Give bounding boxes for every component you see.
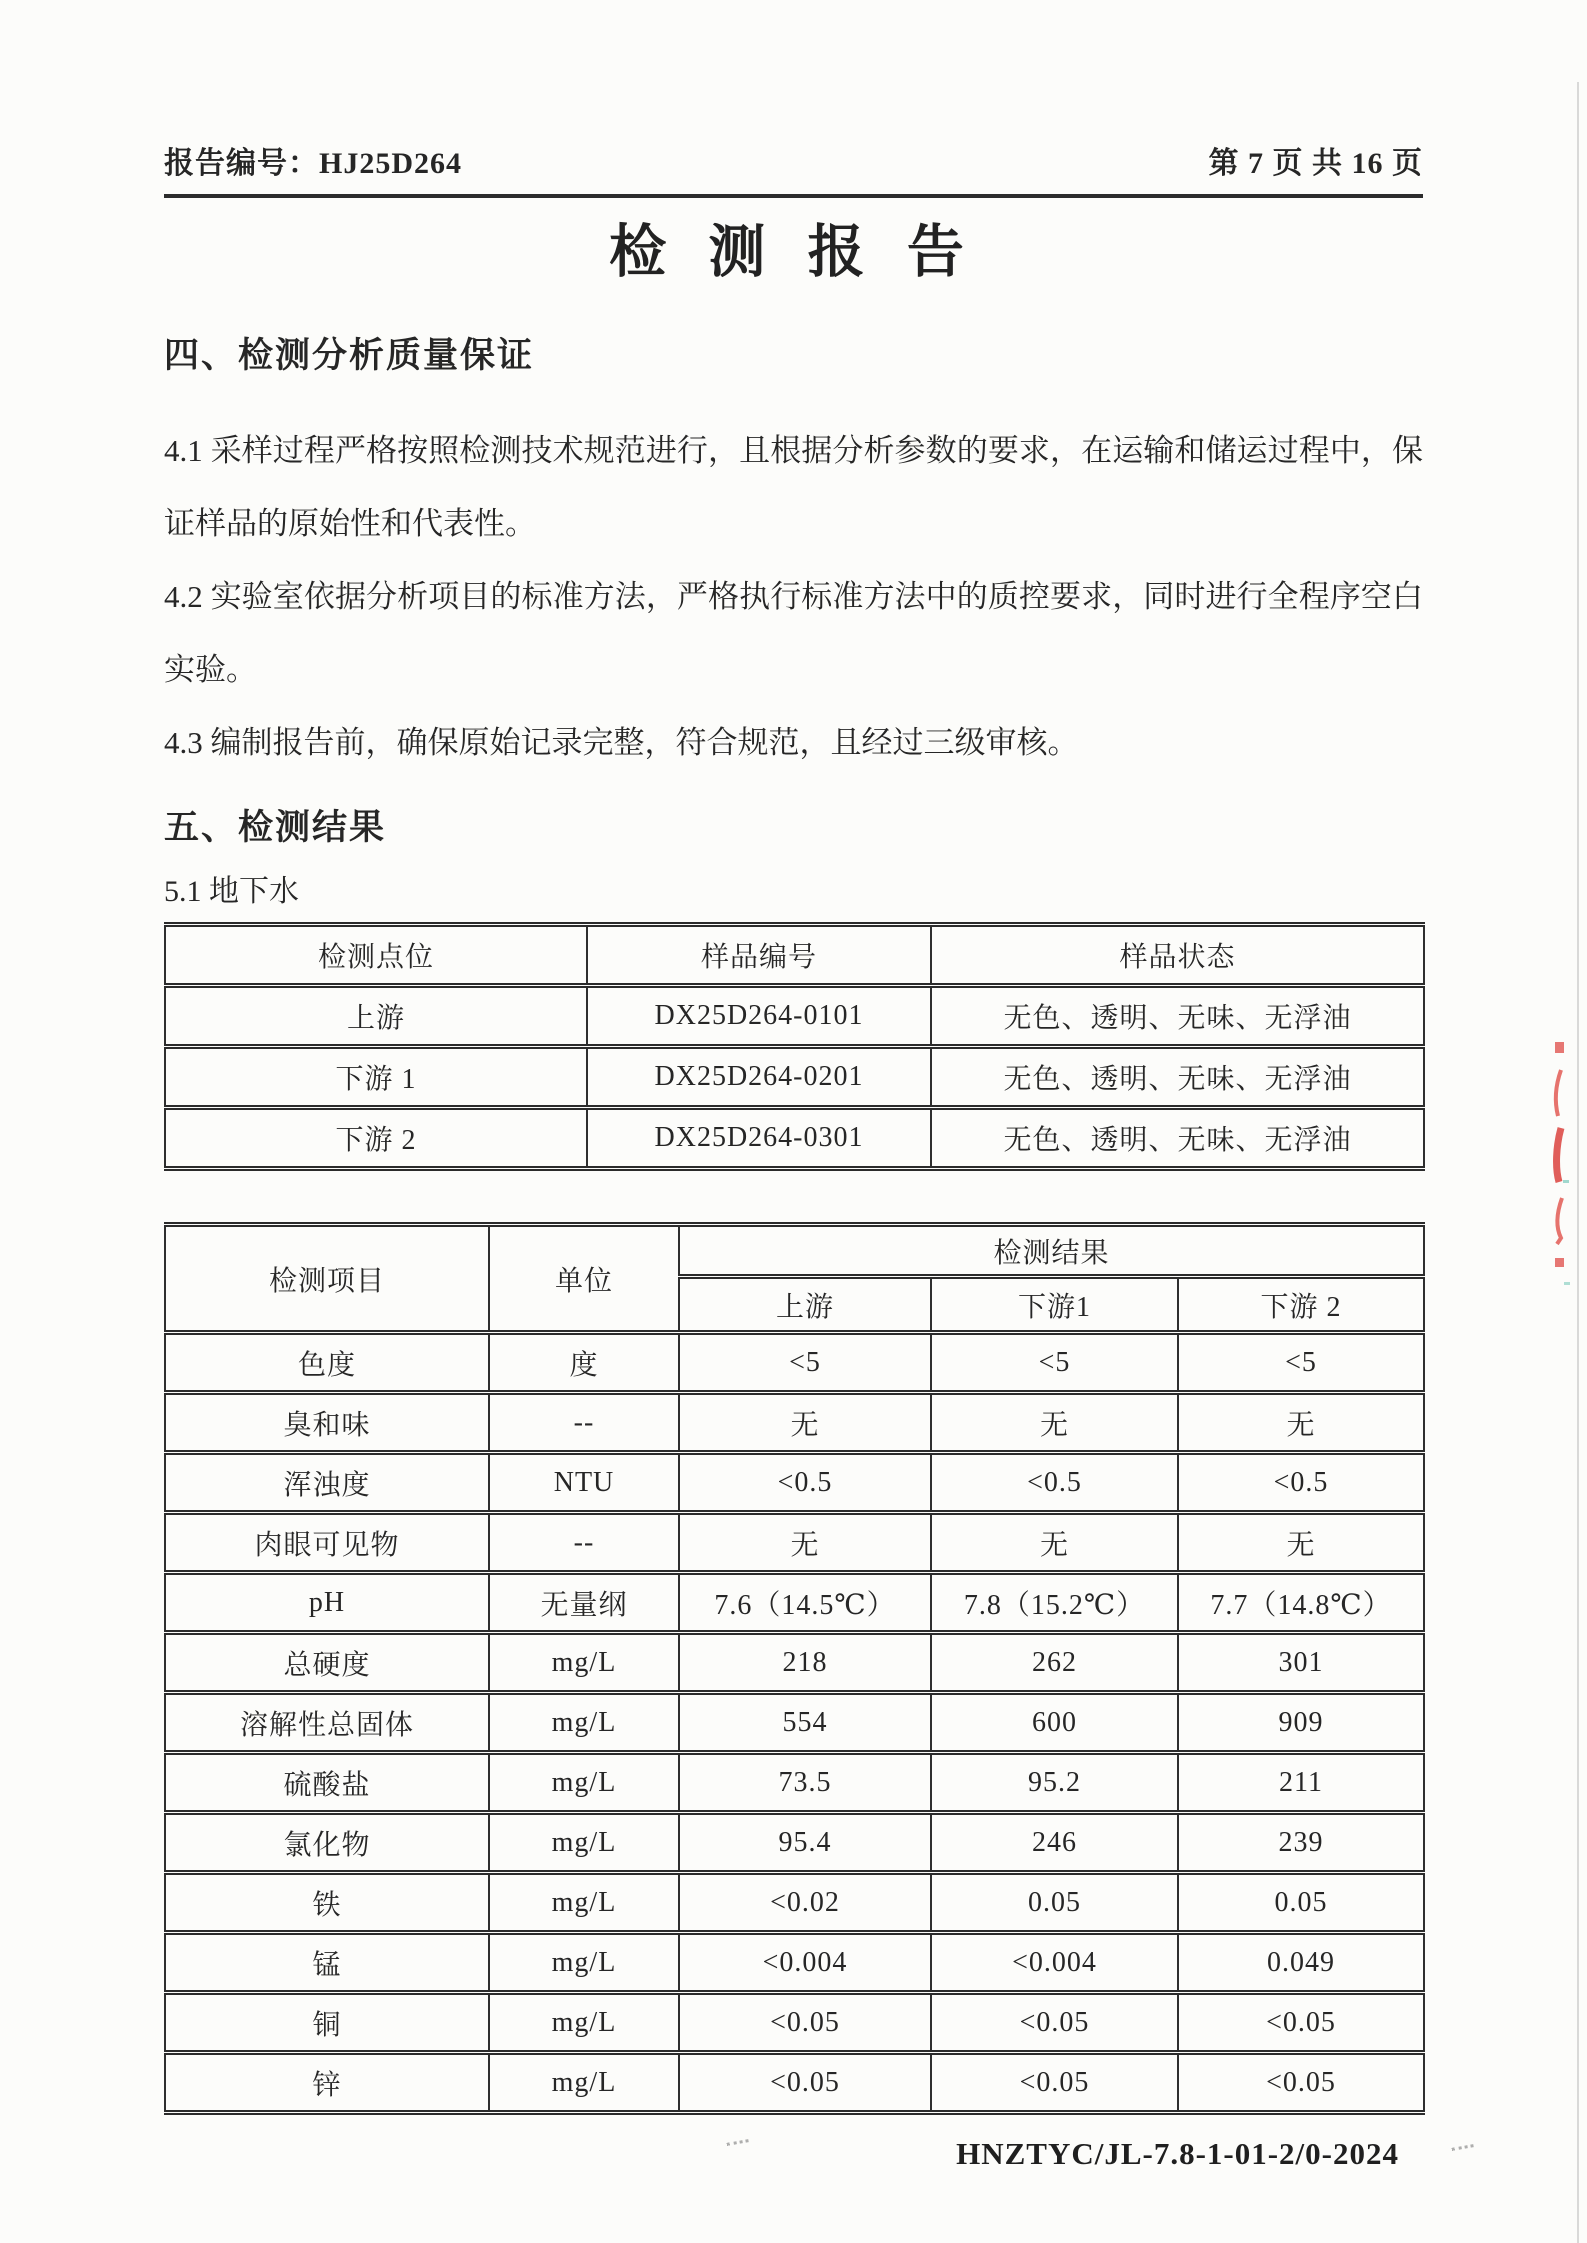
table-cell: 无色、透明、无味、无浮油 bbox=[931, 986, 1424, 1047]
table-cell: <0.5 bbox=[931, 1453, 1178, 1513]
table-row bbox=[165, 1108, 1424, 1169]
table-row bbox=[165, 1933, 1424, 1993]
table-cell: 无 bbox=[931, 1393, 1178, 1453]
column-header: 检测点位 bbox=[165, 925, 587, 986]
table-cell: 浑浊度 bbox=[165, 1453, 489, 1513]
table-row bbox=[165, 1873, 1424, 1933]
table-cell: 7.6（14.5℃） bbox=[679, 1573, 931, 1633]
table-cell: 211 bbox=[1178, 1753, 1424, 1813]
table-cell: 0.05 bbox=[931, 1873, 1178, 1933]
column-header: 单位 bbox=[489, 1225, 679, 1333]
table-row bbox=[165, 1333, 1424, 1393]
table-cell: 554 bbox=[679, 1693, 931, 1753]
table-cell: 无量纲 bbox=[489, 1573, 679, 1633]
table-header-row bbox=[165, 1225, 1424, 1277]
table-cell: <5 bbox=[679, 1333, 931, 1393]
table-cell: 铁 bbox=[165, 1873, 489, 1933]
table-row bbox=[165, 1513, 1424, 1573]
table-cell: 73.5 bbox=[679, 1753, 931, 1813]
table-cell: 7.7（14.8℃） bbox=[1178, 1573, 1424, 1633]
table-cell: mg/L bbox=[489, 1633, 679, 1693]
table-row bbox=[165, 1813, 1424, 1873]
column-header: 检测项目 bbox=[165, 1225, 489, 1333]
paragraph-4-1: 4.1 采样过程严格按照检测技术规范进行，且根据分析参数的要求，在运输和储运过程中，保证样品的原始性和代表性。 bbox=[164, 433, 1423, 541]
table-cell: 909 bbox=[1178, 1693, 1424, 1753]
report-number bbox=[164, 138, 462, 182]
page-indicator: 第 7 页 共 16 页 bbox=[1208, 147, 1423, 180]
table-cell: DX25D264-0201 bbox=[587, 1047, 931, 1108]
section5-heading: 五、检测结果 bbox=[164, 808, 387, 847]
table-cell: mg/L bbox=[489, 1933, 679, 1993]
table-cell: 0.049 bbox=[1178, 1933, 1424, 1993]
table-cell: 95.2 bbox=[931, 1753, 1178, 1813]
table-cell: -- bbox=[489, 1513, 679, 1573]
table-cell: 溶解性总固体 bbox=[165, 1693, 489, 1753]
table-cell: 肉眼可见物 bbox=[165, 1513, 489, 1573]
table-cell: 无 bbox=[1178, 1393, 1424, 1453]
report-number-value: HJ25D264 bbox=[319, 147, 462, 180]
table-cell: 色度 bbox=[165, 1333, 489, 1393]
sample-table bbox=[164, 922, 1425, 1171]
table-cell: mg/L bbox=[489, 1993, 679, 2053]
table-cell: <0.5 bbox=[1178, 1453, 1424, 1513]
table-cell: <0.004 bbox=[931, 1933, 1178, 1993]
document-title: 检 测 报 告 bbox=[609, 221, 978, 284]
section4-heading: 四、检测分析质量保证 bbox=[164, 336, 535, 375]
column-header: 下游 2 bbox=[1178, 1277, 1424, 1333]
column-header: 上游 bbox=[679, 1277, 931, 1333]
column-header: 样品状态 bbox=[931, 925, 1424, 986]
table-cell: DX25D264-0301 bbox=[587, 1108, 931, 1169]
table-cell: 下游 1 bbox=[165, 1047, 587, 1108]
table-cell: mg/L bbox=[489, 1873, 679, 1933]
table-cell: <0.5 bbox=[679, 1453, 931, 1513]
table-header-row bbox=[165, 925, 1424, 986]
table-cell: 95.4 bbox=[679, 1813, 931, 1873]
table-cell: mg/L bbox=[489, 1693, 679, 1753]
table-cell: <0.05 bbox=[1178, 1993, 1424, 2053]
section4-body bbox=[164, 414, 1423, 779]
column-header: 下游1 bbox=[931, 1277, 1178, 1333]
table-cell: 无 bbox=[679, 1513, 931, 1573]
scan-smudge bbox=[1452, 2144, 1475, 2155]
page-header bbox=[164, 138, 1423, 198]
table-cell: <0.05 bbox=[931, 1993, 1178, 2053]
table-row bbox=[165, 1633, 1424, 1693]
table-cell: <0.02 bbox=[679, 1873, 931, 1933]
table-cell: <0.05 bbox=[679, 2053, 931, 2113]
table-cell: <0.05 bbox=[679, 1993, 931, 2053]
table-row bbox=[165, 1393, 1424, 1453]
table-cell: 上游 bbox=[165, 986, 587, 1047]
table-cell: 301 bbox=[1178, 1633, 1424, 1693]
table-cell: 无 bbox=[679, 1393, 931, 1453]
table-cell: <0.004 bbox=[679, 1933, 931, 1993]
paragraph-4-3: 4.3 编制报告前，确保原始记录完整，符合规范，且经过三级审核。 bbox=[164, 725, 1079, 760]
table-cell: 下游 2 bbox=[165, 1108, 587, 1169]
table-row bbox=[165, 1993, 1424, 2053]
table-cell: -- bbox=[489, 1393, 679, 1453]
table-cell: mg/L bbox=[489, 1753, 679, 1813]
table-cell: 262 bbox=[931, 1633, 1178, 1693]
column-header: 样品编号 bbox=[587, 925, 931, 986]
table-row bbox=[165, 1693, 1424, 1753]
table-row bbox=[165, 1573, 1424, 1633]
table-cell: 无色、透明、无味、无浮油 bbox=[931, 1047, 1424, 1108]
table-cell: 硫酸盐 bbox=[165, 1753, 489, 1813]
table-row bbox=[165, 2053, 1424, 2113]
table-row bbox=[165, 1047, 1424, 1108]
red-ink-edge-marks bbox=[1533, 1032, 1585, 1304]
table-cell: <0.05 bbox=[1178, 2053, 1424, 2113]
table-cell: 无 bbox=[1178, 1513, 1424, 1573]
table-row bbox=[165, 986, 1424, 1047]
paragraph-4-2: 4.2 实验室依据分析项目的标准方法，严格执行标准方法中的质控要求，同时进行全程序空白实验。 bbox=[164, 579, 1423, 687]
table-cell: mg/L bbox=[489, 1813, 679, 1873]
column-header: 检测结果 bbox=[679, 1225, 1424, 1277]
table-cell: 无 bbox=[931, 1513, 1178, 1573]
table-cell: 218 bbox=[679, 1633, 931, 1693]
report-number-label: 报告编号： bbox=[164, 147, 319, 180]
subsection-title: 5.1 地下水 bbox=[164, 875, 299, 908]
table-cell: 7.8（15.2℃） bbox=[931, 1573, 1178, 1633]
table-cell: <5 bbox=[1178, 1333, 1424, 1393]
result-table bbox=[164, 1222, 1425, 2115]
table-cell: NTU bbox=[489, 1453, 679, 1513]
table-cell: 600 bbox=[931, 1693, 1178, 1753]
table-cell: 总硬度 bbox=[165, 1633, 489, 1693]
table-cell: DX25D264-0101 bbox=[587, 986, 931, 1047]
table-cell: 239 bbox=[1178, 1813, 1424, 1873]
table-cell: 臭和味 bbox=[165, 1393, 489, 1453]
table-cell: mg/L bbox=[489, 2053, 679, 2113]
table-cell: 锌 bbox=[165, 2053, 489, 2113]
table-cell: 铜 bbox=[165, 1993, 489, 2053]
table-cell: 0.05 bbox=[1178, 1873, 1424, 1933]
table-row bbox=[165, 1753, 1424, 1813]
table-cell: 氯化物 bbox=[165, 1813, 489, 1873]
footer-code: HNZTYC/JL-7.8-1-01-2/0-2024 bbox=[956, 2136, 1399, 2171]
table-row bbox=[165, 1453, 1424, 1513]
table-cell: 度 bbox=[489, 1333, 679, 1393]
table-cell: 无色、透明、无味、无浮油 bbox=[931, 1108, 1424, 1169]
table-cell: <0.05 bbox=[931, 2053, 1178, 2113]
table-cell: 246 bbox=[931, 1813, 1178, 1873]
table-cell: pH bbox=[165, 1573, 489, 1633]
table-cell: <5 bbox=[931, 1333, 1178, 1393]
table-cell: 锰 bbox=[165, 1933, 489, 1993]
